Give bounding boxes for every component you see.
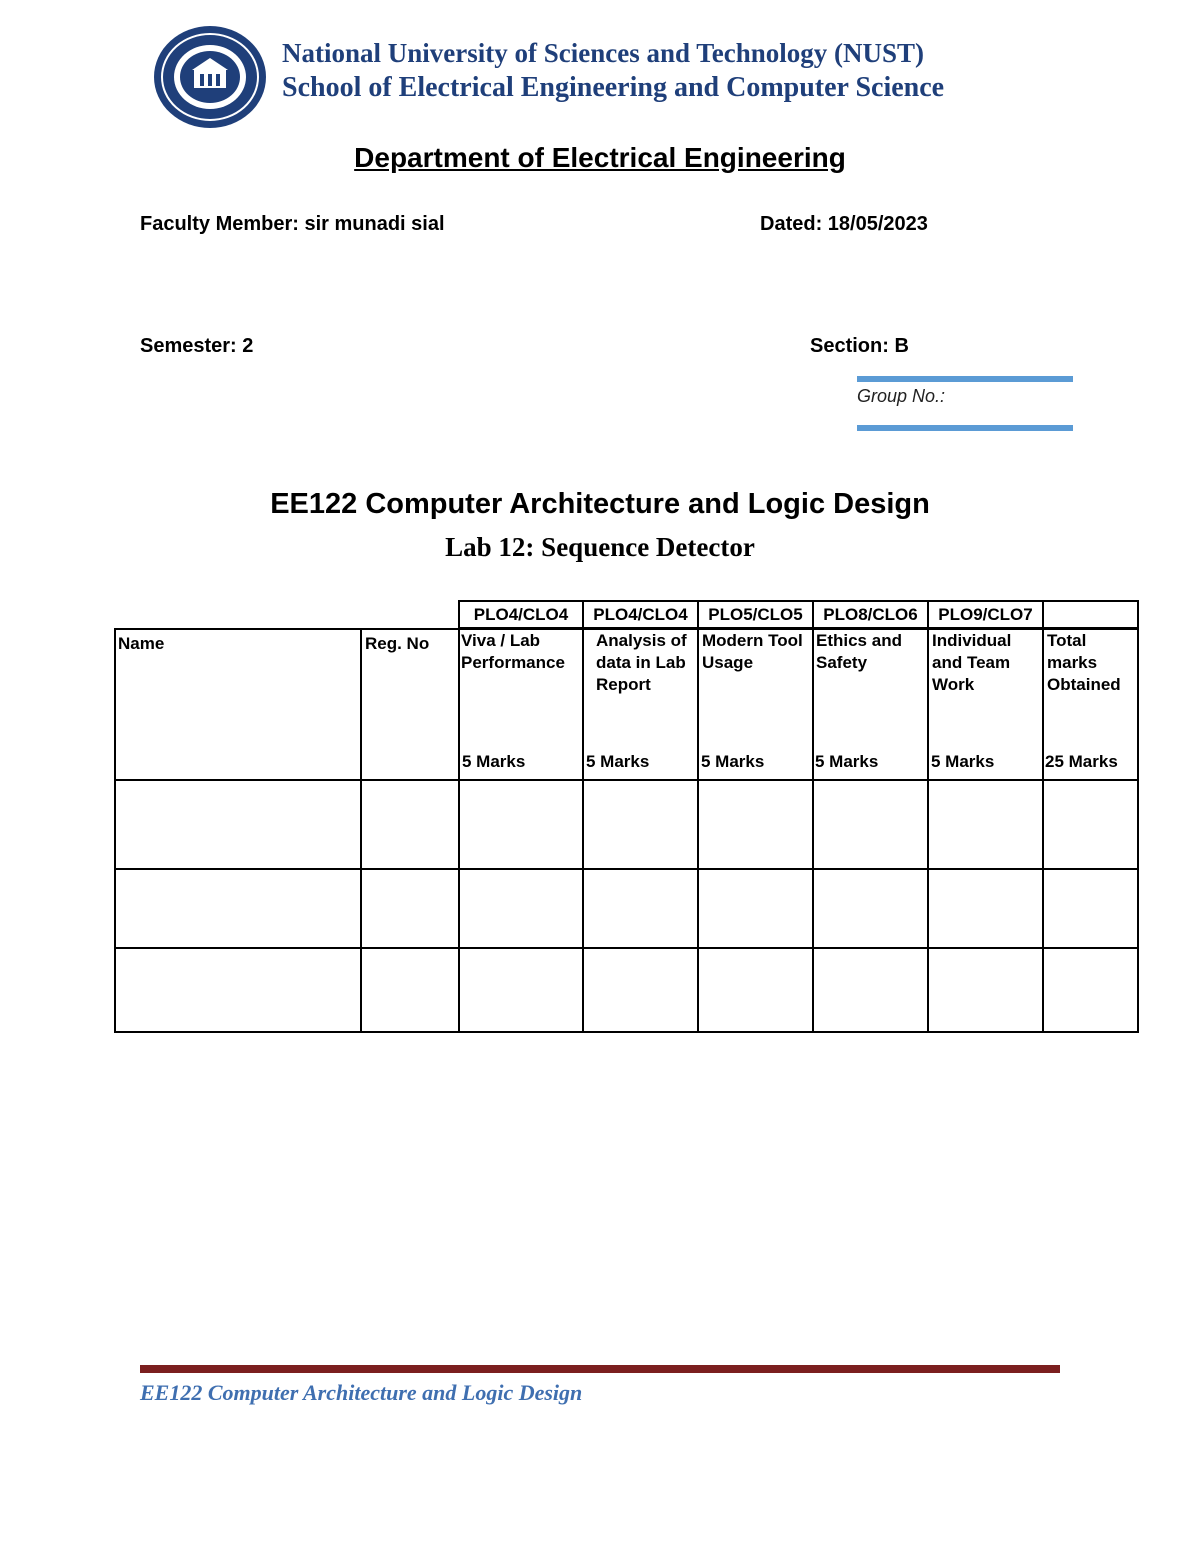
course-title: EE122 Computer Architecture and Logic Design — [270, 488, 930, 520]
footer-rule — [140, 1365, 1060, 1373]
marks-label: 5 Marks — [815, 752, 879, 771]
department-title: Department of Electrical Engineering — [354, 142, 846, 173]
marks-label: 5 Marks — [586, 752, 650, 771]
plo-header: PLO8/CLO6 — [812, 600, 929, 629]
plo-header — [1042, 600, 1139, 629]
criteria-header: Ethics and Safety — [816, 631, 902, 672]
table-rule — [458, 628, 460, 1033]
assessment-table — [114, 600, 1139, 1033]
criteria-header: Viva / Lab Performance — [461, 631, 565, 672]
group-number-field: Group No.: — [857, 386, 946, 406]
table-rule — [360, 628, 362, 1033]
section-field: Section: B — [810, 335, 909, 357]
criteria-header: Total marks Obtained — [1047, 631, 1121, 694]
plo-header: PLO9/CLO7 — [927, 600, 1044, 629]
table-rule — [582, 628, 584, 1033]
table-rule — [114, 868, 1139, 870]
date-field: Dated: 18/05/2023 — [760, 213, 928, 235]
school-name: School of Electrical Engineering and Computer Science — [282, 72, 945, 103]
table-rule — [114, 947, 1139, 949]
table-rule — [1042, 628, 1044, 1033]
plo-header: PLO5/CLO5 — [697, 600, 814, 629]
criteria-header: Modern Tool Usage — [702, 631, 803, 672]
criteria-header: Individual and Team Work — [932, 631, 1012, 694]
lab-title: Lab 12: Sequence Detector — [445, 532, 755, 562]
criteria-header: Analysis of data in Lab Report — [596, 631, 687, 694]
table-rule — [114, 779, 1139, 781]
marks-label: 5 Marks — [462, 752, 526, 771]
faculty-member: Faculty Member: sir munadi sial — [140, 213, 445, 235]
table-rule — [697, 628, 699, 1033]
reg-no-column-header: Reg. No — [365, 634, 430, 653]
group-top-rule — [857, 376, 1073, 382]
marks-label: 5 Marks — [701, 752, 765, 771]
nust-seal-logo-icon — [152, 24, 268, 130]
table-rule — [812, 628, 814, 1033]
plo-header: PLO4/CLO4 — [582, 600, 699, 629]
group-bottom-rule — [857, 425, 1073, 431]
marks-label: 5 Marks — [931, 752, 995, 771]
table-rule — [114, 1031, 1139, 1033]
university-name: National University of Sciences and Technology (NUST) — [282, 38, 925, 68]
semester-field: Semester: 2 — [140, 335, 254, 357]
table-rule — [1137, 628, 1139, 1033]
footer-course-title: EE122 Computer Architecture and Logic Design — [140, 1380, 583, 1405]
table-rule — [927, 628, 929, 1033]
marks-label: 25 Marks — [1045, 752, 1118, 771]
plo-header: PLO4/CLO4 — [458, 600, 584, 629]
name-column-header: Name — [118, 634, 165, 653]
table-rule — [114, 628, 116, 1033]
